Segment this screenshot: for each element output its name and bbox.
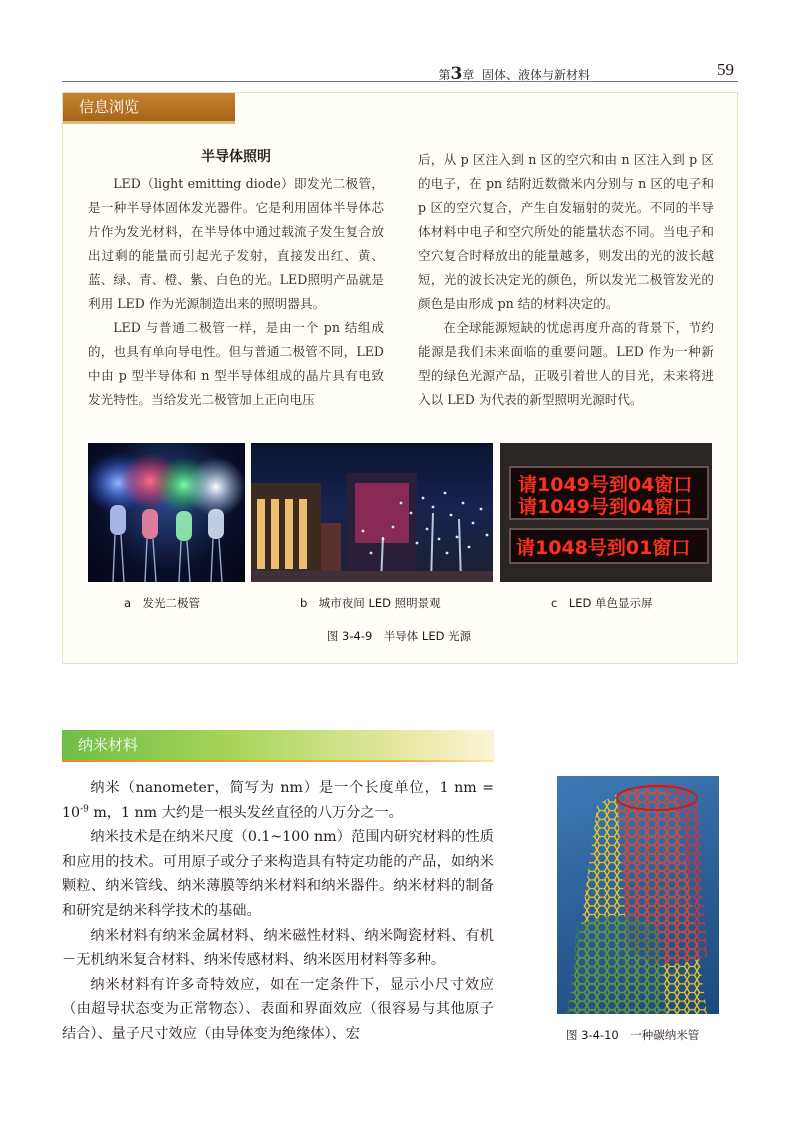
nano-section-underline — [62, 760, 494, 762]
led-sign-line-1: 请1049号到04窗口 — [518, 474, 693, 496]
caption-c: c LED 单色显示屏 — [551, 596, 653, 610]
led-diodes-illustration — [88, 443, 245, 582]
carbon-nanotube-illustration — [557, 776, 719, 1014]
header-rule — [62, 81, 738, 82]
chapter-heading: 第3章 固体、液体与新材料 — [438, 64, 590, 84]
info-tab: 信息浏览 — [63, 93, 235, 121]
paragraph: 纳米技术是在纳米尺度（0.1~100 nm）范围内研究材料的性质和应用的技术。可用原子或分子来构造具有特定功能的产品，如纳米颗粒、纳米管线、纳米薄膜等纳米材料和纳米器件。纳米材料的制备和研究是纳米科学技术的基础。 — [62, 829, 494, 919]
chapter-title: 固体、液体与新材料 — [481, 68, 590, 82]
section-title: 半导体照明 — [201, 149, 271, 165]
info-column-left — [88, 172, 384, 412]
nano-section-bar — [62, 730, 494, 760]
paragraph: 在全球能源短缺的忧虑再度升高的背景下，节约能源是我们未来面临的重要问题。LED 作为一种新型的绿色光源产品，正吸引着世人的目光，未来将进入以 LED 为代表的新型照明光源时代。 — [418, 320, 714, 407]
nano-section-title: 纳米材料 — [78, 736, 139, 754]
paragraph: LED 与普通二极管一样，是由一个 pn 结组成的，也具有单向导电性。但与普通二极管不同，LED 中由 p 型半导体和 n 型半导体组成的晶片具有电致发光特性。当给发光二极管加上正向电压 — [88, 320, 384, 407]
city-night-illustration — [251, 443, 493, 582]
nano-figure-caption: 图 3-4-10 一种碳纳米管 — [566, 1028, 700, 1042]
carbon-nanotube-image — [557, 776, 719, 1014]
photo-led-display — [500, 443, 712, 582]
exponent: -9 — [80, 803, 89, 814]
info-tab-underline — [63, 121, 235, 124]
caption-b: b 城市夜间 LED 照明景观 — [300, 596, 441, 610]
led-display-illustration — [500, 443, 712, 582]
paragraph: LED（light emitting diode）即发光二极管，是一种半导体固体发光器件。它是利用固体半导体芯片作为发光材料，在半导体中通过载流子发生复合放出过剩的能量而引起光子发射，直接发出红、黄、蓝、绿、青、橙、紫、白色的光。LED照明产品就是利用 LED 作为光源制造出来的照明器具。 — [88, 176, 384, 311]
paragraph: 后，从 p 区注入到 n 区的空穴和由 n 区注入到 p 区的电子，在 pn 结附近数微米内分别与 n 区的电子和 p 区的空穴复合，产生自发辐射的荧光。不同的半导体材料中电子和空穴所处的能量状态不同。当电子和空穴复合时释放出的能量越多，则发出的光的波长越短，光的波长决定光的颜色，所以发光二极管发光的颜色是由形成 pn 结的材料决定的。 — [418, 152, 714, 311]
figure-title: 图 3-4-9 半导体 LED 光源 — [326, 629, 472, 643]
info-column-right — [418, 148, 714, 412]
led-sign-line-3: 请1048号到01窗口 — [516, 537, 691, 559]
running-header — [62, 60, 738, 82]
led-sign-line-2: 请1049号到04窗口 — [518, 496, 693, 518]
nano-body — [62, 776, 494, 1047]
photo-led-diodes — [88, 443, 245, 582]
photo-city-night-led — [251, 443, 493, 582]
paragraph: 纳米材料有纳米金属材料、纳米磁性材料、纳米陶瓷材料、有机－无机纳米复合材料、纳米传感材料、纳米医用材料等多种。 — [62, 927, 494, 969]
caption-a: a 发光二极管 — [124, 596, 201, 610]
paragraph: 纳米（nanometer，简写为 nm）是一个长度单位，1 nm = $10^{-9}$ m，1 nm 大约是一根头发丝直径的八万分之一。 — [62, 780, 494, 821]
page-number: 59 — [717, 60, 734, 79]
paragraph: 纳米材料有许多奇特效应，如在一定条件下，显示小尺寸效应（由超导状态变为正常物态）、表面和界面效应（很容易与其他原子结合）、量子尺寸效应（由导体变为绝缘体）、宏 — [62, 976, 494, 1042]
chapter-number: 3 — [450, 64, 463, 84]
